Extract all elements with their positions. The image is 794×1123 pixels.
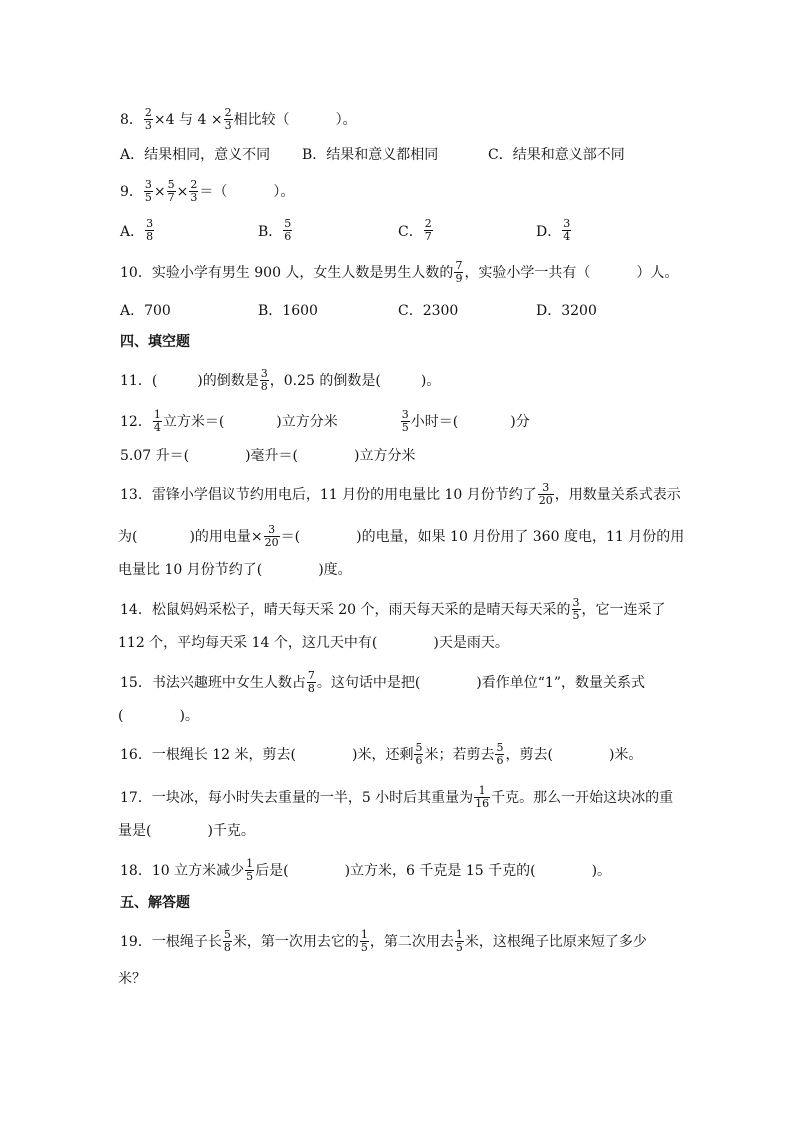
question-9: 9． $\frac{3}{5}$ × $\frac{5}{7}$ × $\frac{2}{3}$ ＝（ ）。 (120, 178, 295, 204)
q9-option-d[interactable]: D． $\frac{3}{4}$ (536, 217, 571, 243)
q10-option-c[interactable]: C．2300 (398, 303, 459, 319)
fraction: $\frac{1}{5}$ (360, 928, 368, 954)
fraction: $\frac{5}{6}$ (496, 741, 504, 767)
question-18: 18．10 立方米减少 $\frac{1}{5}$ 后是( )立方米，6 千克是 15 千克的( )。 (120, 857, 612, 883)
fraction: $\frac{3}{20}$ (264, 523, 279, 549)
question-14-line-2: 112 个，平均每天采 14 个，这几天中有( )天是雨天。 (118, 635, 509, 651)
fraction: $\frac{5}{6}$ (415, 741, 423, 767)
section-heading-solve: 五、解答题 (120, 895, 190, 911)
fraction: $\frac{2}{3}$ (224, 106, 232, 132)
fraction: $\frac{2}{3}$ (190, 178, 198, 204)
q10-option-a[interactable]: A．700 (120, 303, 171, 319)
q8-number: 8． (120, 111, 143, 128)
fraction: $\frac{1}{5}$ (455, 928, 463, 954)
question-13-line-2: 为( )的用电量× $\frac{3}{20}$ ＝( )的电量，如果 10 月份用了 360 度电，11 月份的用 (118, 523, 685, 549)
fraction: $\frac{5}{7}$ (167, 178, 175, 204)
q9-option-b[interactable]: B． $\frac{5}{6}$ (258, 217, 292, 243)
question-16: 16．一根绳长 12 米，剪去( )米，还剩 $\frac{5}{6}$ 米；若剪去 $\frac{5}{6}$ ，剪去( )米。 (120, 741, 643, 767)
q8-option-c[interactable]: C．结果和意义部不同 (488, 147, 625, 163)
question-17: 17．一块冰，每小时失去重量的一半，5 小时后其重量为 $\frac{1}{16}$ 千克。那么一开始这块冰的重 (120, 784, 674, 810)
question-15-line-2: ( )。 (118, 708, 199, 724)
question-14: 14．松鼠妈妈采松子，晴天每天采 20 个，雨天每天采的是晴天每天采的 $\frac{3}{5}$ ，它一连采了 (120, 596, 666, 622)
question-19: 19．一根绳子长 $\frac{5}{8}$ 米，第一次用去它的 $\frac{1}{5}$ ，第二次用去 $\frac{1}{5}$ 米，这根绳子比原来短了多少 (120, 928, 647, 954)
fraction: $\frac{2}{3}$ (144, 106, 152, 132)
q9-option-a[interactable]: A． $\frac{3}{8}$ (120, 217, 154, 243)
fraction: $\frac{5}{8}$ (223, 928, 231, 954)
fraction: $\frac{7}{8}$ (307, 669, 315, 695)
question-13-line-3: 电量比 10 月份节约了( )度。 (118, 562, 352, 578)
question-12-part-2: 5.07 升＝( )毫升＝( )立方分米 (120, 448, 416, 464)
fraction: $\frac{3}{8}$ (260, 367, 268, 393)
fraction: $\frac{1}{4}$ (153, 408, 161, 434)
fraction: $\frac{3}{5}$ (401, 408, 409, 434)
question-8: 8． $\frac{2}{3}$ ×4 与 4 × $\frac{2}{3}$ 相比较（ ）。 (120, 106, 357, 132)
fraction: $\frac{3}{5}$ (572, 596, 580, 622)
q10-option-d[interactable]: D．3200 (536, 303, 597, 319)
q10-option-b[interactable]: B．1600 (258, 303, 318, 319)
fraction: $\frac{1}{16}$ (475, 784, 490, 810)
fraction: $\frac{3}{5}$ (144, 178, 152, 204)
q9-option-c[interactable]: C． $\frac{2}{7}$ (398, 217, 432, 243)
fraction: $\frac{1}{5}$ (246, 857, 254, 883)
question-19-line-2: 米？ (118, 971, 146, 987)
question-17-line-2: 量是( )千克。 (118, 823, 255, 839)
section-heading-fill-blank: 四、填空题 (120, 334, 190, 350)
q8-option-a[interactable]: A．结果相同，意义不同 (120, 147, 271, 163)
question-11: 11．( )的倒数是 $\frac{3}{8}$ ，0.25 的倒数是( )。 (120, 367, 441, 393)
question-12: 12． $\frac{1}{4}$ 立方米＝( )立方分米 $\frac{3}{5}$ 小时＝( )分 (120, 408, 530, 434)
question-13: 13．雷锋小学倡议节约用电后，11 月份的用电量比 10 月份节约了 $\frac{3}{20}$ ，用数量关系式表示 (120, 481, 681, 507)
fraction: $\frac{7}{9}$ (455, 259, 463, 285)
question-10: 10．实验小学有男生 900 人，女生人数是男生人数的 $\frac{7}{9}$ ，实验小学一共有（ ）人。 (120, 259, 679, 285)
question-15: 15．书法兴趣班中女生人数占 $\frac{7}{8}$ 。这句话中是把( )看作单位“1”，数量关系式 (120, 669, 645, 695)
q8-option-b[interactable]: B．结果和意义都相同 (302, 147, 439, 163)
fraction: $\frac{3}{20}$ (538, 481, 553, 507)
